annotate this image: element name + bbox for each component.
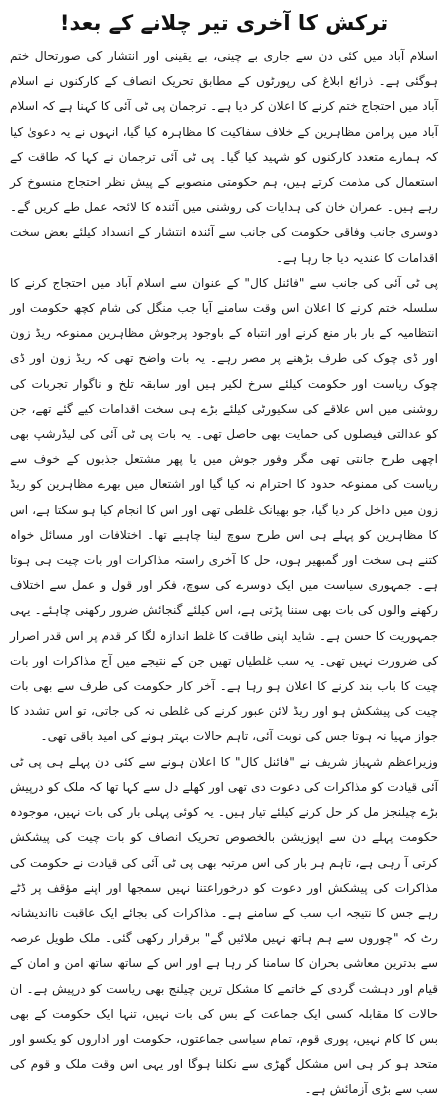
article-paragraph-2: پی ٹی آئی کی جانب سے "فائنل کال" کے عنوان سے اسلام آباد میں احتجاج کرنے کا سلسلہ ختم کرنے کا اعلان اس وقت سامنے آیا جب منگل کی شام کچھ حکومت اور انتظامیہ کے بار بار منع کرنے اور انتباہ کے باوجود پرجوش مظاہرین ممنوعہ ریڈ زون اور ڈی چوک کی طرف بڑھنے پر مصر رہے۔ یہ بات واضح تھی کہ ریڈ زون اور ڈی چوک ریاست اور حکومت کیلئے سرخ لکیر ہیں اور سابقہ تلخ و ناگوار تجربات کی روشنی میں اس علاقے کی سکیورٹی کیلئے بڑے ہی سخت اقدامات کیے گئے تھے، جن کو عدالتی فیصلوں کی حمایت بھی حاصل تھی۔ یہ بات پی ٹی آئی کی لیڈرشپ بھی اچھی طرح جانتی تھی مگر وفور جوش میں یا پھر مشتعل جذبوں کے خوف سے ریاست کی ممنوعہ حدود کا احترام نہ کیا گیا اور اشتعال میں بھرے مظاہرین کو ریڈ زون میں داخل کر دیا گیا، جو بھیانک غلطی تھی اور اس کا انجام کیا ہو سکتا ہے، اس کا مظاہرین کو پہلے ہی اس طرح سوچ لینا چاہیے تھا۔ اختلافات اور مسائل خواہ کتنے ہی سخت اور گمبھیر ہوں، حل کا آخری راستہ مذاکرات اور بات چیت ہی ہوتا ہے۔ جمہوری سیاست میں ایک دوسرے کی سوچ، فکر اور قول و عمل سے اختلاف رکھنے والوں کی بات بھی سننا پڑتی ہے، اس کیلئے گنجائش ضرور رکھنی چاہئے۔ یہی جمہوریت کا حسن ہے۔ شاید اپنی طاقت کا غلط اندازہ لگا کر قدم پر اس قدر اصرار کی ضرورت نہیں تھی۔ یہ سب غلطیاں تھیں جن کے نتیجے میں آج مذاکرات اور بات چیت کا باب بند کرنے کا اعلان ہو رہا ہے۔ آخر کار حکومت کی طرف سے بھی بات چیت کی پیشکش ہو اور ریڈ لائن عبور کرنے کی غلطی نہ کی جاتی، تو اس تشدد کا جواز مہیا نہ ہوتا جس کی نوبت آئی، تاہم حالات بہتر ہونے کی امید باقی تھی۔ (10, 275, 438, 744)
article-body (10, 44, 438, 1103)
article-headline: ترکش کا آخری تیر چلانے کے بعد! (59, 11, 389, 35)
article-paragraph-3: وزیراعظم شہباز شریف نے "فائنل کال" کا اعلان ہونے سے کئی دن پہلے ہی پی ٹی آئی قیادت کو مذاکرات کی دعوت دی تھی اور کھلے دل سے کہا تھا کہ ملک کو درپیش بڑے چیلنجز مل کر حل کرنے کیلئے تیار ہیں۔ یہ کوئی پہلی بار کی بات نہیں، موجودہ حکومت پہلے دن سے اپوزیشن بالخصوص تحریک انصاف کو بات چیت کی پیشکش کرتی آ رہی ہے، تاہم ہر بار کی اس مرتبہ بھی پی ٹی آئی کی قیادت نے حکومت کی مذاکرات کی پیشکش اور دعوت کو درخوراعتنا نہیں سمجھا اور اپنے مؤقف پر ڈٹے رہے جس کا نتیجہ اب سب کے سامنے ہے۔ مذاکرات کی بجائے ایک عاقبت نااندیشانہ رٹ کہ "چوروں سے ہم ہاتھ نہیں ملائیں گے" برقرار رکھی گئی۔ ملک طویل عرصہ سے بدترین معاشی بحران کا سامنا کر رہا ہے اور اس کے ساتھ ساتھ امن و امان کے قیام اور دہشت گردی کے خاتمے کا مشکل ترین چیلنج بھی ریاست کو درپیش ہے۔ ان حالات کا مقابلہ کسی ایک جماعت کے بس کی بات نہیں، تنہا ایک حکومت کے بھی بس کا کام نہیں، پوری قوم، تمام سیاسی جماعتوں، حکومت اور اداروں کو یکسو اور متحد ہو کر ہی اس مشکل گھڑی سے نکلنا ہوگا اور یہی اس وقت ملک و قوم کی سب سے بڑی آزمائش ہے۔ (10, 754, 438, 1097)
article-paragraph-1: اسلام آباد میں کئی دن سے جاری بے چینی، بے یقینی اور انتشار کی صورتحال ختم ہوگئی ہے۔ ذرائع ابلاغ کی رپورٹوں کے مطابق تحریک انصاف کے کارکنوں نے اسلام آباد میں احتجاج ختم کرنے کا اعلان کر دیا ہے۔ ترجمان پی ٹی آئی کا کہنا ہے کہ اسلام آباد میں پرامن مظاہرین کے خلاف سفاکیت کا مظاہرہ کیا گیا، انہوں نے یہ دعویٰ کیا کہ ہمارے متعدد کارکنوں کو شہید کیا گیا۔ پی ٹی آئی ترجمان نے کہا کہ طاقت کے استعمال کی مذمت کرتے ہیں، ہم حکومتی منصوبے کے پیش نظر احتجاج منسوخ کر رہے ہیں۔ عمران خان کی ہدایات کی روشنی میں آئندہ کا لائحہ عمل طے کریں گے۔ دوسری جانب وفاقی حکومت کی جانب سے آئندہ انتشار کے انسداد کیلئے بعض سخت اقدامات کا عندیہ دیا جا رہا ہے۔ (9, 49, 438, 265)
